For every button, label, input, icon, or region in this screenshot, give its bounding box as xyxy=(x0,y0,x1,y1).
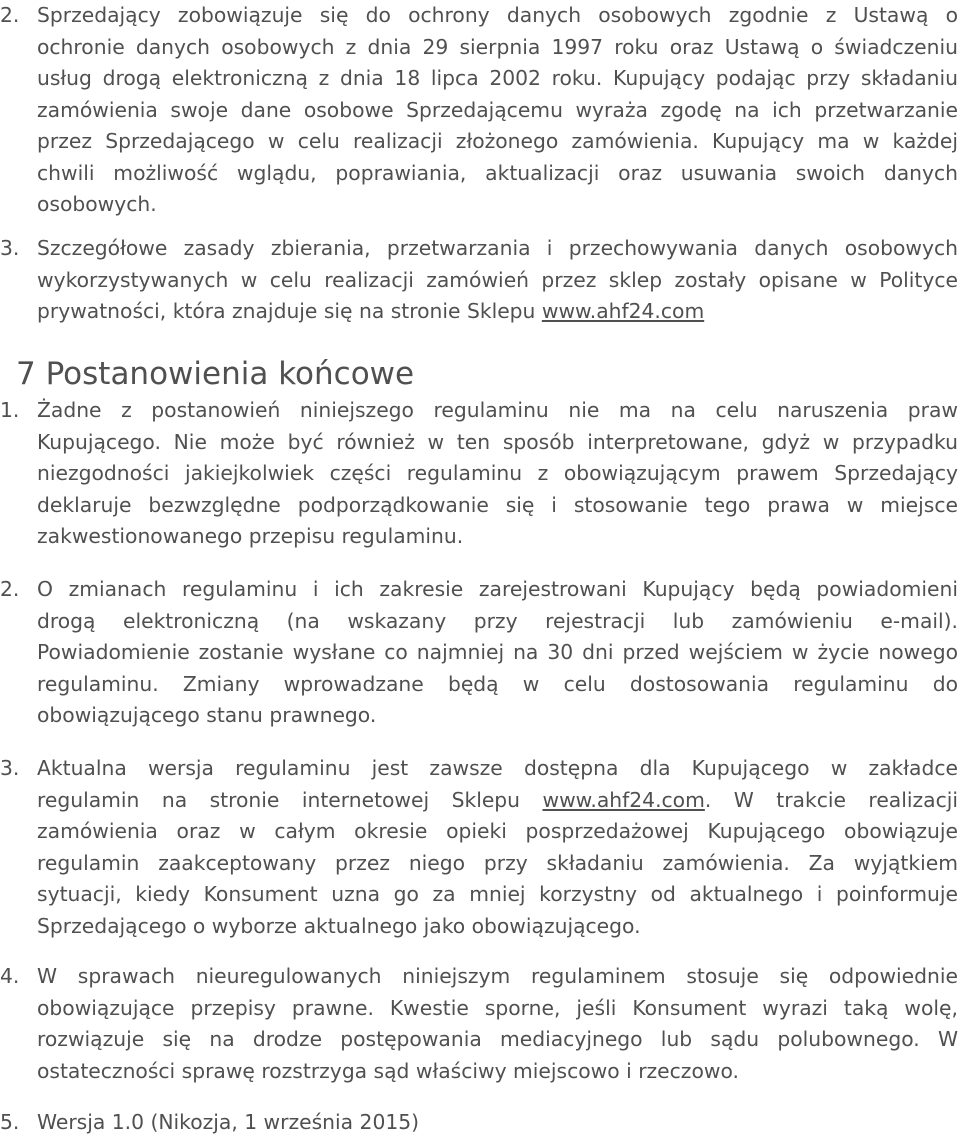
item-number: 3. xyxy=(0,236,20,260)
paragraph-line: prywatności, która znajduje się na stronie Sklepu xyxy=(37,299,542,323)
paragraph-line: Sprzedającego o wyborze aktualnego jako obowiązującego. xyxy=(37,913,641,938)
paragraph-line: Sprzedający zobowiązuje się do ochrony danych osobowych zgodnie z Ustawą o xyxy=(37,3,958,27)
paragraph-7-5 xyxy=(0,1107,958,1139)
shop-link[interactable]: www.ahf24.com xyxy=(542,787,705,812)
paragraph-line: O zmianach regulaminu i ich zakresie zarejestrowani Kupujący będą powiadomieni xyxy=(37,577,958,601)
paragraph-line: regulamin na stronie internetowej Sklepu xyxy=(37,787,543,812)
paragraph-line: Aktualna wersja regulaminu jest zawsze dostępna dla Kupującego w zakładce xyxy=(37,756,958,780)
paragraph-line: wykorzystywanych w celu realizacji zamówień przez sklep zostały opisane w Polityce xyxy=(37,267,958,292)
heading-anchor-icon xyxy=(0,372,8,380)
item-number: 4. xyxy=(0,964,20,988)
paragraph-7-2 xyxy=(0,574,958,732)
paragraph-line: sytuacji, kiedy Konsument uzna go za mniej korzystny od aktualnego i poinformuje xyxy=(37,882,958,906)
paragraph-line: obowiązującego stanu prawnego. xyxy=(37,703,377,727)
paragraph-line: ochronie danych osobowych z dnia 29 sierpnia 1997 roku oraz Ustawą o świadczeniu xyxy=(37,34,958,59)
paragraph-line: zakwestionowanego przepisu regulaminu. xyxy=(37,524,464,548)
paragraph-7-1 xyxy=(0,395,958,553)
paragraph-line: regulaminu. Zmiany wprowadzane będą w celu dostosowania regulaminu do xyxy=(37,671,958,696)
paragraph-line: . W trakcie realizacji xyxy=(704,787,958,812)
paragraph-line: drogą elektroniczną (na wskazany przy rejestracji lub zamówieniu e-mail). xyxy=(37,608,958,633)
section-heading xyxy=(0,354,414,394)
item-number: 2. xyxy=(0,577,20,601)
paragraph-7-3 xyxy=(0,753,958,942)
paragraph-line: zamówienia oraz w całym okresie opieki posprzedażowej Kupującego obowiązuje xyxy=(37,819,958,843)
item-number: 5. xyxy=(0,1110,20,1134)
paragraph-line: regulamin zaakceptowany przez niego przy składaniu zamówienia. Za wyjątkiem xyxy=(37,850,958,875)
item-number: 2. xyxy=(0,3,20,27)
paragraph-line: ostateczności sprawę rozstrzyga sąd właściwy miejscowo i rzeczowo. xyxy=(37,1058,739,1083)
paragraph-line: obowiązujące przepisy prawne. Kwestie sporne, jeśli Konsument wyrazi taką wolę, xyxy=(37,995,958,1020)
paragraph-line: Kupującego. Nie może być również w ten sposób interpretowane, gdyż w przypadku xyxy=(37,429,958,454)
paragraph-line: niezgodności jakiejkolwiek części regulaminu z obowiązującym prawem Sprzedający xyxy=(37,461,958,485)
paragraph-line: W sprawach nieuregulowanych niniejszym regulaminem stosuje się odpowiednie xyxy=(37,964,958,988)
paragraph-6-3 xyxy=(0,233,958,328)
paragraph-line: przez Sprzedającego w celu realizacji złożonego zamówienia. Kupujący ma w każdej xyxy=(37,129,958,153)
paragraph-line: Powiadomienie zostanie wysłane co najmniej na 30 dni przed wejściem w życie nowego xyxy=(37,640,958,664)
paragraph-line: Żadne z postanowień niniejszego regulaminu nie ma na celu naruszenia praw xyxy=(37,398,958,422)
shop-link[interactable]: www.ahf24.com xyxy=(541,299,705,323)
paragraph-line: rozwiązuje się na drodze postępowania mediacyjnego lub sądu polubownego. W xyxy=(37,1027,958,1051)
paragraph-line: chwili możliwość wglądu, poprawiania, aktualizacji oraz usuwania swoich danych xyxy=(37,160,958,185)
paragraph-line: zamówienia swoje dane osobowe Sprzedającemu wyraża zgodę na ich przetwarzanie xyxy=(37,97,958,122)
paragraph-line: usług drogą elektroniczną z dnia 18 lipca 2002 roku. Kupujący podając przy składaniu xyxy=(37,66,958,90)
section-title: 7 Postanowienia końcowe xyxy=(16,356,415,392)
paragraph-line: Szczegółowe zasady zbierania, przetwarzania i przechowywania danych osobowych xyxy=(37,236,958,260)
paragraph-7-4 xyxy=(0,961,958,1087)
item-number: 3. xyxy=(0,756,20,780)
version-text: Wersja 1.0 (Nikozja, 1 września 2015) xyxy=(37,1110,420,1134)
paragraph-line: osobowych. xyxy=(37,192,157,216)
paragraph-6-2 xyxy=(0,0,958,221)
item-number: 1. xyxy=(0,398,20,422)
paragraph-line: deklaruje bezwzględne podporządkowanie się i stosowanie tego prawa w miejsce xyxy=(37,492,958,517)
